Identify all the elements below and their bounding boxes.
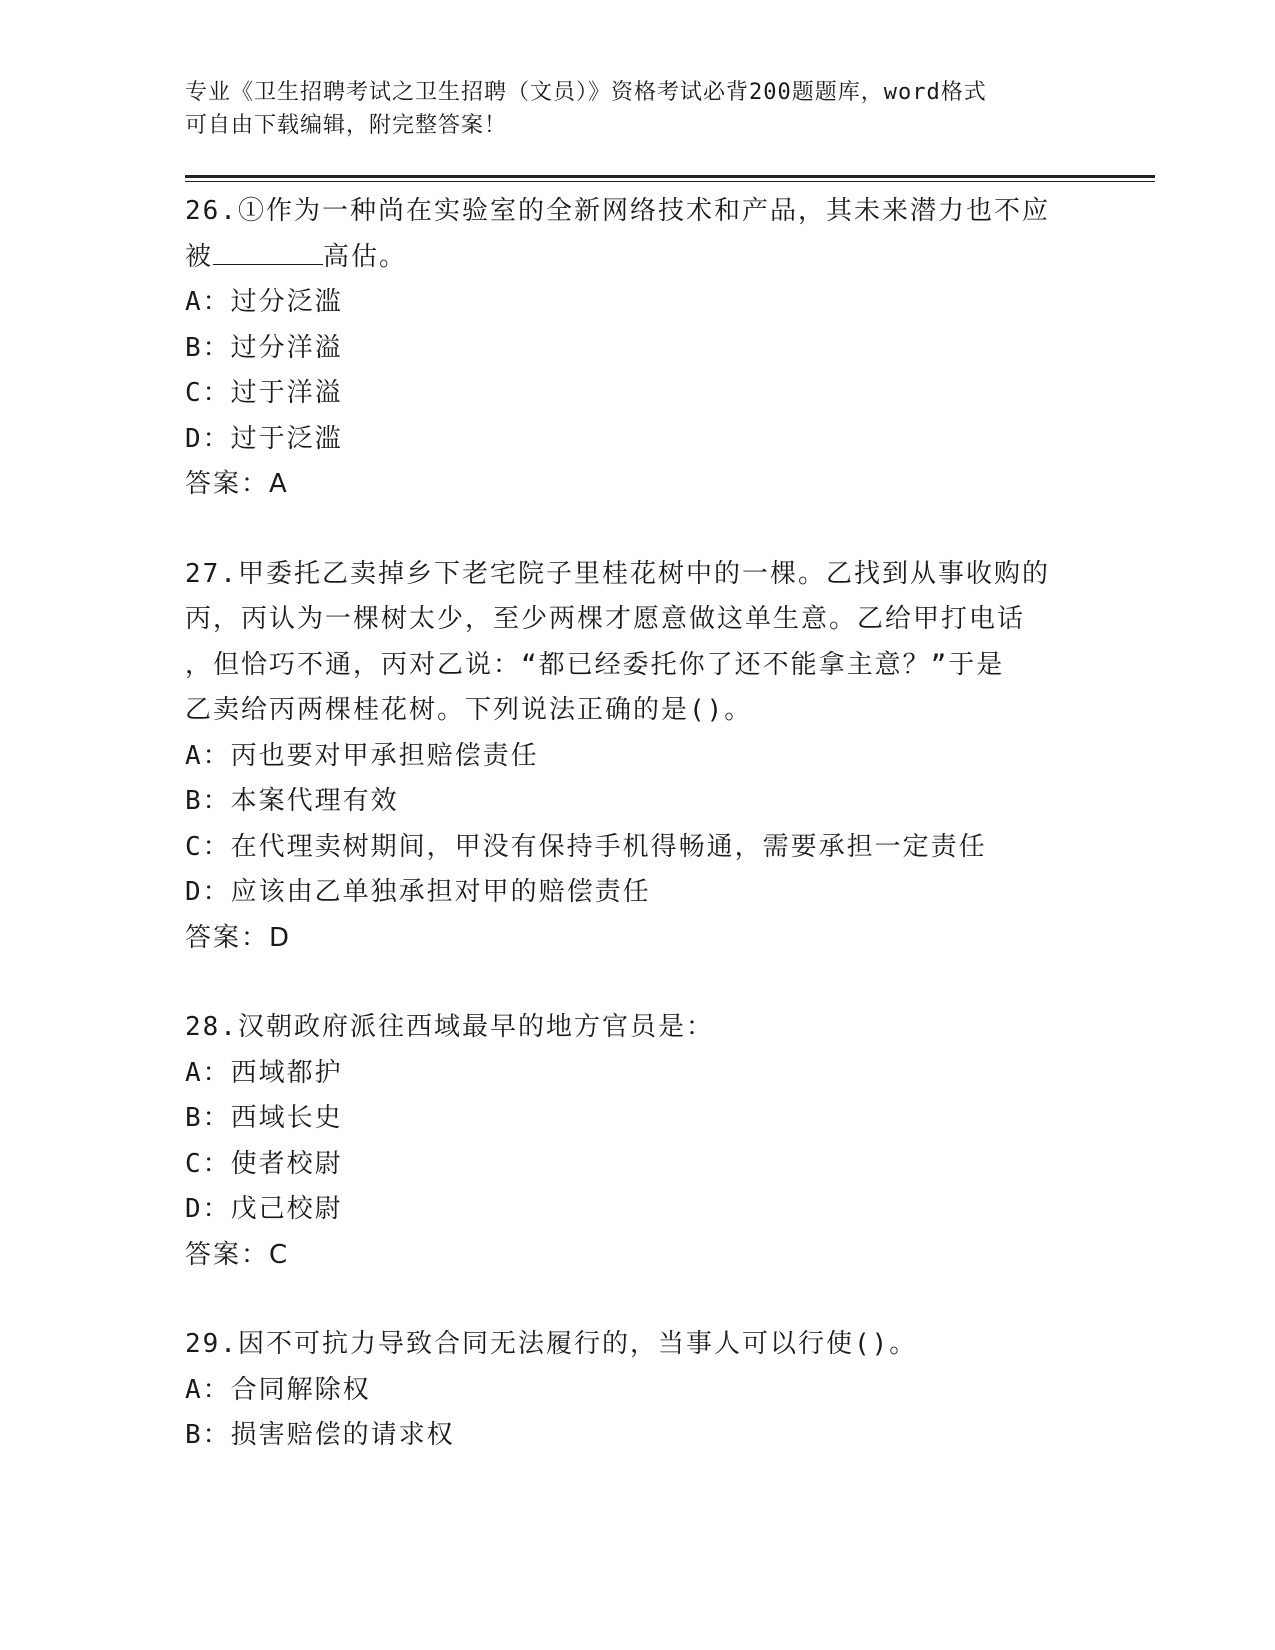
question-stem: 28.汉朝政府派往西域最早的地方官员是： [185,1012,714,1042]
question-stem-line-4: 乙卖给丙两棵桂花树。下列说法正确的是()。 [185,695,753,725]
option-b: B：损害赔偿的请求权 [185,1420,455,1450]
question-stem-line-2: 丙，丙认为一棵树太少，至少两棵才愿意做这单生意。乙给甲打电话 [185,604,1026,634]
option-a: A：合同解除权 [185,1374,371,1405]
header-title-line-1: 专业《卫生招聘考试之卫生招聘（文员）》资格考试必背200题题库，word格式 [185,80,987,105]
question-stem: 26.①作为一种尚在实验室的全新网络技术和产品，其未来潜力也不应 [185,196,1050,226]
question-stem-line-3: ，但恰巧不通，丙对乙说：“都已经委托你了还不能拿主意？”于是 [185,649,1005,680]
fill-in-blank [213,236,323,265]
question-stem-line-1: 27.甲委托乙卖掉乡下老宅院子里桂花树中的一棵。乙找到从事收购的 [185,558,1050,589]
document-header [185,76,1085,142]
option-d: D：戊己校尉 [185,1194,343,1224]
option-c: C：过于洋溢 [185,378,343,408]
option-c: C：在代理卖树期间，甲没有保持手机得畅通，需要承担一定责任 [185,831,987,862]
question-stem: 29.因不可抗力导致合同无法履行的，当事人可以行使()。 [185,1329,918,1359]
question-stem-blank-line [185,235,1085,281]
answer-line: 答案：C [185,1239,290,1270]
option-b: B：过分洋溢 [185,332,343,363]
header-title-line-2: 可自由下载编辑，附完整答案！ [185,113,508,138]
option-a: A：丙也要对甲承担赔偿责任 [185,740,539,771]
header-divider-thin [185,181,1155,182]
question-27 [185,552,1085,962]
option-d: D：过于泛滥 [185,423,343,454]
option-a: A：西域都护 [185,1057,343,1088]
answer-line: 答案：D [185,922,292,953]
answer-line: 答案：A [185,469,289,499]
option-c: C：使者校尉 [185,1148,343,1179]
stem-text-before-blank: 被 [185,241,214,272]
header-divider-thick [185,175,1155,178]
option-d: D：应该由乙单独承担对甲的赔偿责任 [185,877,651,907]
stem-text-after-blank: 高估。 [323,241,408,272]
question-26 [185,189,1085,508]
question-list [185,189,1085,1503]
question-28 [185,1005,1085,1278]
option-a: A：过分泛滥 [185,287,343,317]
option-b: B：本案代理有效 [185,786,399,816]
question-29 [185,1322,1085,1459]
option-b: B：西域长史 [185,1103,343,1133]
